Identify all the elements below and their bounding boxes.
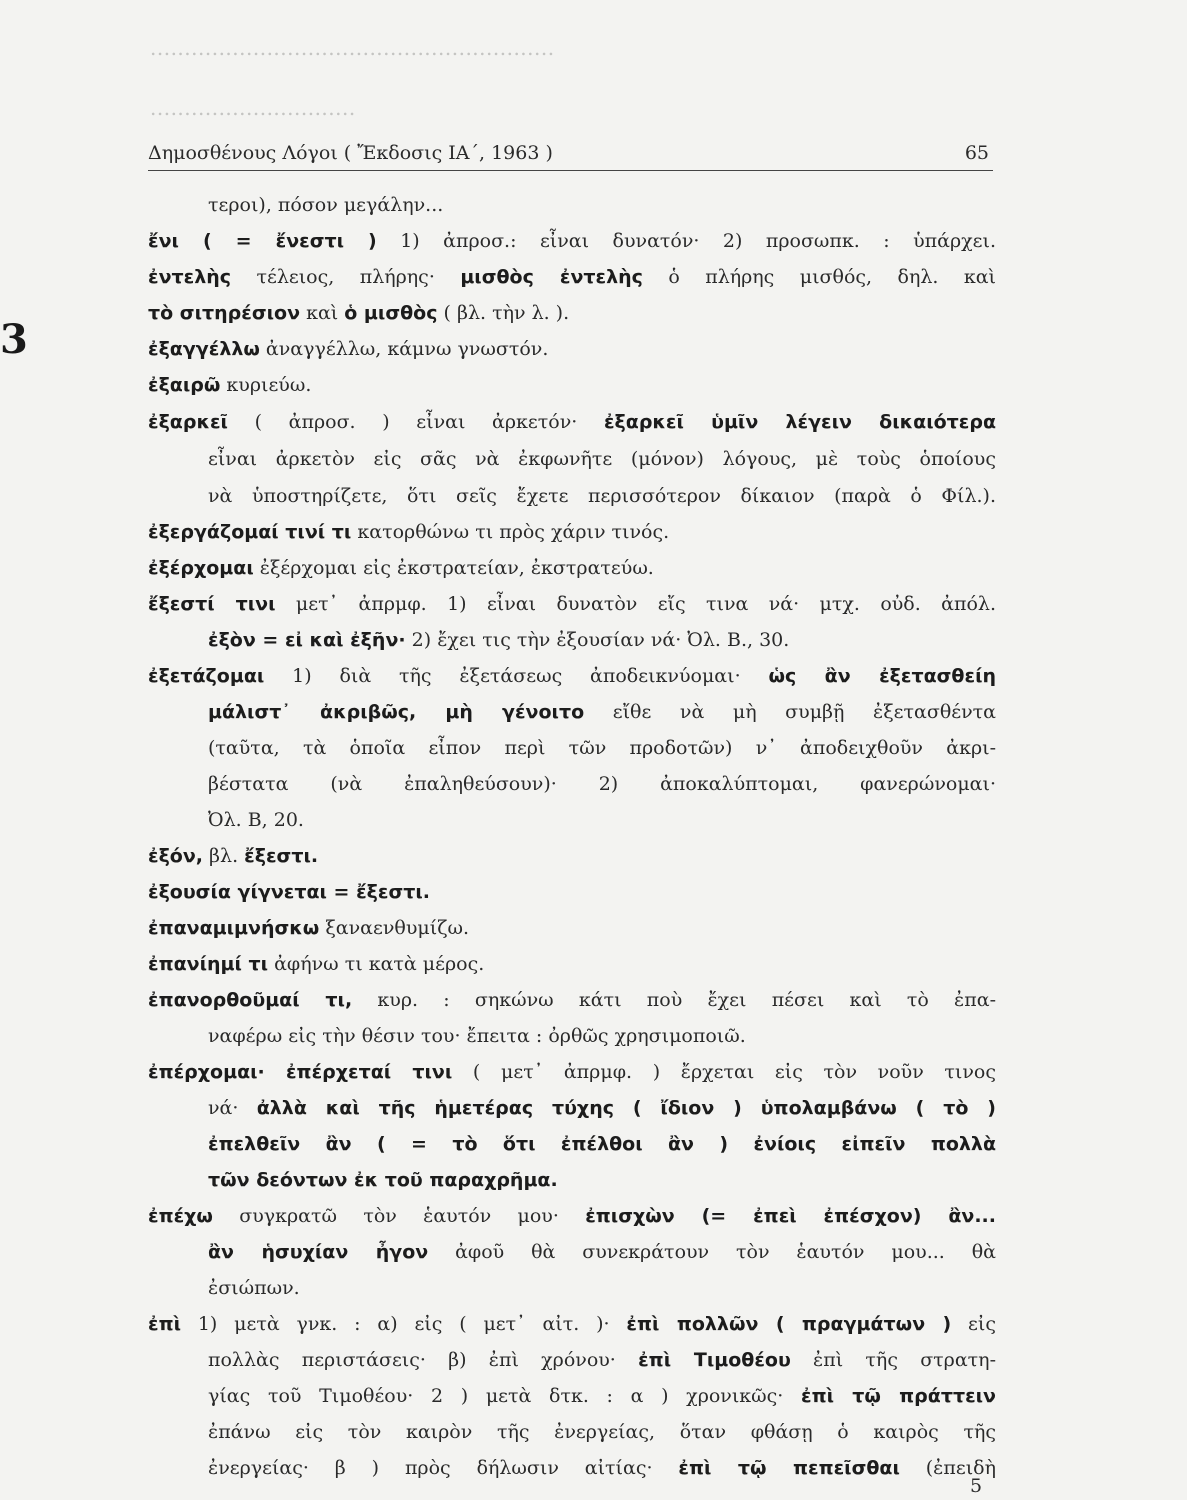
definition-text: ἐσιώπων. bbox=[208, 1277, 300, 1299]
headword: ἐξὸν = εἰ καὶ ἐξῆν· bbox=[208, 629, 406, 651]
faint-bleedthrough-2: .............................. bbox=[150, 96, 356, 120]
headword: ἐξουσία γίγνεται = ἔξεστι. bbox=[148, 881, 431, 903]
definition-text: Ὀλ. Β, 20. bbox=[208, 809, 304, 831]
entry-line bbox=[208, 1024, 996, 1048]
headword: ἐξαρκεῖ ὑμῖν λέγειν δικαιότερα bbox=[603, 411, 997, 433]
headword: ἐπανορθοῦμαί τι, bbox=[148, 989, 353, 1011]
entry-line bbox=[148, 301, 996, 325]
entry-line bbox=[208, 1384, 996, 1408]
headword: μάλιστ᾽ ἀκριβῶς, μὴ γένοιτο bbox=[208, 701, 585, 723]
entry-line bbox=[208, 484, 996, 508]
entry-line bbox=[208, 447, 996, 471]
definition-text: ἐνεργείας· β ) πρὸς δήλωσιν αἰτίας· bbox=[208, 1457, 679, 1479]
margin-mark: 3 bbox=[0, 316, 28, 363]
entry-line bbox=[208, 1276, 996, 1300]
definition-text: καὶ bbox=[300, 302, 345, 324]
definition-text: ναφέρω εἰς τὴν θέσιν του· ἔπειτα : ὀρθῶς χρησιμοποιῶ. bbox=[208, 1025, 746, 1047]
headword: ἂν ἡσυχίαν ἦγον bbox=[208, 1241, 429, 1263]
headword: ἐξόν, bbox=[148, 845, 204, 867]
definition-text: ( βλ. τὴν λ. ). bbox=[437, 302, 570, 324]
entry-line bbox=[148, 556, 996, 580]
definition-text: ἀφοῦ θὰ συνεκράτουν τὸν ἑαυτόν μου... θὰ bbox=[428, 1241, 996, 1263]
headword: ἐπὶ bbox=[148, 1313, 182, 1335]
definition-text: νά· bbox=[208, 1097, 257, 1119]
entry-line bbox=[148, 265, 996, 289]
headword: ὡς ἂν ἐξετασθείη bbox=[768, 665, 996, 687]
definition-text: κυρ. : σηκώνω κάτι ποὺ ἔχει πέσει καὶ τὸ ἐπα- bbox=[352, 989, 996, 1011]
entry-line bbox=[148, 664, 996, 688]
definition-text: 1) ἀπροσ.: εἶναι δυνατόν· 2) προσωπκ. : ὑπάρχει. bbox=[376, 230, 996, 252]
definition-text: ( μετ᾽ ἀπρμφ. ) ἔρχεται εἰς τὸν νοῦν τινος bbox=[452, 1061, 996, 1083]
headword: τῶν δεόντων ἐκ τοῦ παραχρῆμα. bbox=[208, 1169, 558, 1191]
definition-text: ( ἀπροσ. ) εἶναι ἀρκετόν· bbox=[227, 411, 604, 433]
definition-text: κατορθώνω τι πρὸς χάριν τινός. bbox=[351, 521, 670, 543]
running-header bbox=[148, 142, 993, 171]
definition-text: ἐπὶ τῆς στρατη- bbox=[790, 1349, 996, 1371]
definition-text: ἐξέρχομαι εἰς ἐκστρατείαν, ἐκστρατεύω. bbox=[253, 557, 654, 579]
entry-line bbox=[148, 592, 996, 616]
definition-text: 1) διὰ τῆς ἐξετάσεως ἀποδεικνύομαι· bbox=[264, 665, 769, 687]
entry-line bbox=[208, 1096, 996, 1120]
entry-line bbox=[148, 337, 996, 361]
entry-line bbox=[148, 229, 996, 253]
folio-number: 5 bbox=[970, 1475, 983, 1497]
entry-line bbox=[148, 410, 996, 434]
entry-line bbox=[208, 193, 996, 217]
entry-line bbox=[148, 1060, 996, 1084]
definition-text: πολλὰς περιστάσεις· β) ἐπὶ χρόνου· bbox=[208, 1349, 639, 1371]
headword: ἐξεργάζομαί τινί τι bbox=[148, 521, 352, 543]
headword: ἔνι ( = ἔνεστι ) bbox=[148, 230, 377, 252]
entry-line bbox=[148, 880, 996, 904]
entry-line bbox=[208, 1240, 996, 1264]
headword: ἐξαγγέλλω bbox=[148, 338, 260, 360]
definition-text: ἀφήνω τι κατὰ μέρος. bbox=[268, 953, 485, 975]
headword: ἐξέρχομαι bbox=[148, 557, 254, 579]
entry-line bbox=[148, 1204, 996, 1228]
definition-text: ξαναενθυμίζω. bbox=[319, 917, 470, 939]
entry-line bbox=[208, 808, 996, 832]
entry-line bbox=[208, 1132, 996, 1156]
headword: ὁ μισθὸς bbox=[344, 302, 438, 324]
headword: ἐντελὴς bbox=[148, 266, 232, 288]
definition-text: βλ. bbox=[203, 845, 245, 867]
entry-line bbox=[208, 700, 996, 724]
headword: ἐξετάζομαι bbox=[148, 665, 265, 687]
header-title: Δημοσθένους Λόγοι ( Ἔκδοσις ΙΑ΄, 1963 ) bbox=[148, 142, 553, 164]
definition-text: βέστατα (νὰ ἐπαληθεύσουν)· 2) ἀποκαλύπτομαι, φανερώνομαι· bbox=[208, 773, 996, 795]
headword: μισθὸς ἐντελὴς bbox=[460, 266, 643, 288]
entry-line bbox=[208, 772, 996, 796]
entry-line bbox=[148, 1312, 996, 1336]
headword: ἐπελθεῖν ἂν ( = τὸ ὅτι ἐπέλθοι ἂν ) ἐνίοις εἰπεῖν πολλὰ bbox=[208, 1133, 996, 1155]
definition-text: συγκρατῶ τὸν ἑαυτόν μου· bbox=[212, 1205, 586, 1227]
headword: ἐπέχω bbox=[148, 1205, 213, 1227]
definition-text: εἴθε νὰ μὴ συμβῇ ἐξετασθέντα bbox=[584, 701, 996, 723]
page-number: 65 bbox=[964, 142, 989, 164]
headword: ἐπὶ πολλῶν ( πραγμάτων ) bbox=[626, 1313, 952, 1335]
definition-text: γίας τοῦ Τιμοθέου· 2 ) μετὰ δτκ. : α ) χρονικῶς· bbox=[208, 1385, 802, 1407]
headword: ἐπανίημί τι bbox=[148, 953, 269, 975]
entry-line bbox=[208, 1348, 996, 1372]
entry-line bbox=[208, 1168, 996, 1192]
headword: ἐπέρχομαι· ἐπέρχεταί τινι bbox=[148, 1061, 453, 1083]
headword: ἐπὶ Τιμοθέου bbox=[638, 1349, 791, 1371]
headword: ἐπισχὼν (= ἐπεὶ ἐπέσχον) ἂν... bbox=[585, 1205, 996, 1227]
entry-line bbox=[148, 988, 996, 1012]
definition-text: ἐπάνω εἰς τὸν καιρὸν τῆς ἐνεργείας, ὅταν φθάσῃ ὁ καιρὸς τῆς bbox=[208, 1421, 996, 1443]
headword: ἀλλὰ καὶ τῆς ἡμετέρας τύχης ( ἴδιον ) ὑπολαμβάνω ( τὸ ) bbox=[256, 1097, 996, 1119]
headword: ἔξεστί τινι bbox=[148, 593, 276, 615]
entry-line bbox=[148, 520, 996, 544]
definition-text: (ἐπειδὴ bbox=[899, 1457, 996, 1479]
entry-line bbox=[148, 373, 996, 397]
entry-line bbox=[148, 952, 996, 976]
definition-text: ὁ πλήρης μισθός, δηλ. καὶ bbox=[642, 266, 996, 288]
headword: ἐπὶ τῷ πράττειν bbox=[801, 1385, 996, 1407]
definition-text: 2) ἔχει τις τὴν ἐξουσίαν νά· Ὀλ. Β., 30. bbox=[405, 629, 790, 651]
entry-line bbox=[208, 628, 996, 652]
definition-text: τέλειος, πλήρης· bbox=[231, 266, 461, 288]
definition-text: ἀναγγέλλω, κάμνω γνωστόν. bbox=[259, 338, 549, 360]
definition-text: εἶναι ἀρκετὸν εἰς σᾶς νὰ ἐκφωνῆτε (μόνον) λόγους, μὲ τοὺς ὁποίους bbox=[208, 448, 996, 470]
definition-text: εἰς bbox=[951, 1313, 996, 1335]
headword: ἐπαναμιμνήσκω bbox=[148, 917, 320, 939]
definition-text: τεροι), πόσον μεγάλην... bbox=[208, 194, 444, 216]
headword: ἐπὶ τῷ πεπεῖσθαι bbox=[678, 1457, 900, 1479]
definition-text: μετ᾽ ἀπρμφ. 1) εἶναι δυνατὸν εἴς τινα νά· μτχ. οὐδ. ἀπόλ. bbox=[275, 593, 996, 615]
entry-line bbox=[148, 844, 996, 868]
definition-text: νὰ ὑποστηρίζετε, ὅτι σεῖς ἔχετε περισσότερον δίκαιον (παρὰ ὁ Φίλ.). bbox=[208, 485, 996, 507]
definition-text: κυριεύω. bbox=[220, 374, 312, 396]
entry-line bbox=[208, 736, 996, 760]
headword: ἔξεστι. bbox=[244, 845, 319, 867]
definition-text: 1) μετὰ γνκ. : α) εἰς ( μετ᾽ αἰτ. )· bbox=[181, 1313, 627, 1335]
headword: ἐξαρκεῖ bbox=[148, 411, 228, 433]
headword: τὸ σιτηρέσιον bbox=[148, 302, 301, 324]
entry-line bbox=[148, 916, 996, 940]
entry-line bbox=[208, 1420, 996, 1444]
headword: ἐξαιρῶ bbox=[148, 374, 221, 396]
entry-line bbox=[208, 1456, 996, 1480]
faint-bleedthrough-1: ........................................................... bbox=[150, 36, 555, 60]
definition-text: (ταῦτα, τὰ ὁποῖα εἶπον περὶ τῶν προδοτῶν) ν᾽ ἀποδειχθοῦν ἀκρι- bbox=[208, 737, 996, 759]
